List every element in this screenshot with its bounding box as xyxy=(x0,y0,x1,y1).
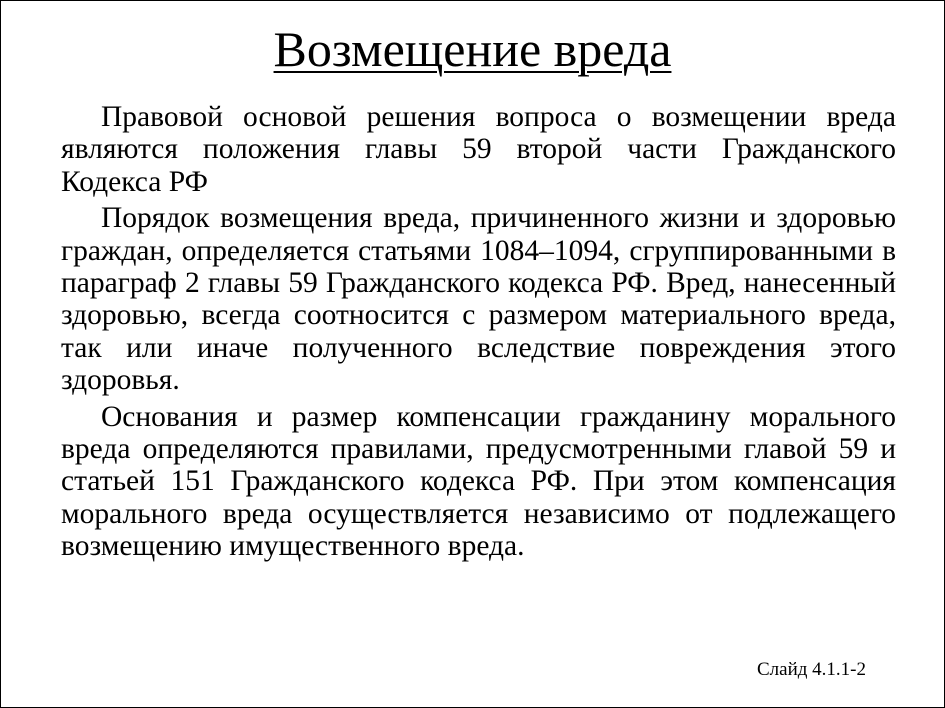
paragraph-legal-basis: Правовой основой решения вопроса о возмещении вреда являются положения главы 59 второй части Гражданского Кодекса РФ xyxy=(61,101,896,198)
slide-number: Слайд 4.1.1-2 xyxy=(757,659,866,680)
paragraph-health-damage: Порядок возмещения вреда, причиненного жизни и здоровью граждан, определяется статьями 1084–1094, сгруппированными в параграф 2 главы 59 Гражданского кодекса РФ. Вред, нанесенный здоровью, всегда соотносится с размером материального вреда, так или иначе полученного вследствие повреждения этого здоровья. xyxy=(61,202,896,397)
paragraph-moral-damage: Основания и размер компенсации гражданину морального вреда определяются правилами, предусмотренными главой 59 и статьей 151 Гражданского кодекса РФ. При этом компенсация морального вреда осуществляется независимо от подлежащего возмещению имущественного вреда. xyxy=(61,400,896,563)
slide-title xyxy=(1,19,944,79)
slide-body xyxy=(61,101,896,567)
slide-title-text: Возмещение вреда xyxy=(273,21,672,77)
